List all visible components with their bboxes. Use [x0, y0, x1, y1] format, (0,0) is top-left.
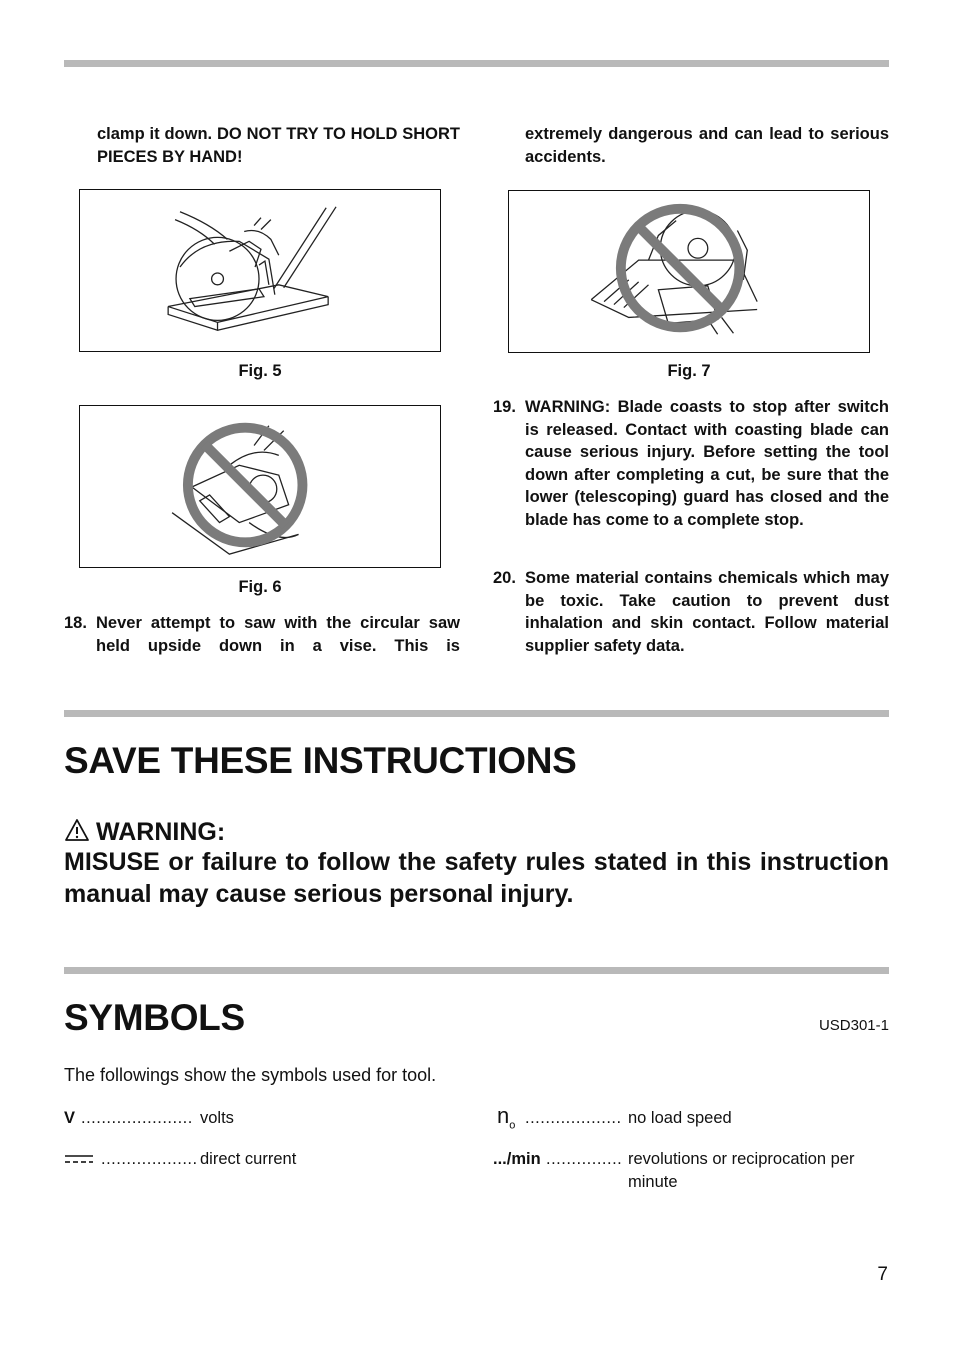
symbol-label: $n_o$: [497, 1103, 516, 1132]
leader-dots: ...................: [101, 1150, 198, 1168]
direct-current-icon: [64, 1148, 94, 1173]
symbol-row-direct-current: [64, 1148, 464, 1172]
page-number: 7: [877, 1264, 888, 1285]
symbol-label: .../min: [493, 1150, 541, 1168]
symbol-row-volts: [64, 1107, 464, 1131]
top-rule: [64, 60, 889, 67]
leader-dots: ...............: [546, 1150, 623, 1168]
figure-5-illustration: [79, 189, 441, 352]
top-right-paragraph: extremely dangerous and can lead to serious accidents.: [525, 125, 889, 166]
saw-upside-down-in-vise-prohibited-drawing: [509, 191, 869, 352]
warning-text: MISUSE or failure to follow the safety rules stated in this instruction manual may cause serious personal injury.: [64, 848, 889, 908]
symbol-description: no load speed: [628, 1109, 732, 1127]
figure-7-caption: Fig. 7: [667, 362, 711, 380]
figure-5-caption: Fig. 5: [238, 362, 282, 380]
figure-6-illustration: [79, 405, 441, 568]
symbol-row-per-minute: [493, 1148, 889, 1196]
list-item-18: [64, 612, 460, 660]
leader-dots: ...................: [525, 1109, 622, 1127]
section-rule-symbols: [64, 967, 889, 974]
document-code: USD301-1: [818, 1017, 889, 1034]
warning-triangle-icon: [64, 818, 90, 842]
warning-label: WARNING:: [96, 818, 226, 846]
figure-7-illustration: [508, 190, 870, 353]
warning-heading: [64, 818, 225, 847]
list-item-number: 19.: [493, 398, 516, 416]
list-item-number: 20.: [493, 569, 516, 587]
list-item-text: Some material contains chemicals which may be toxic. Take caution to prevent dust inhalation and skin contact. Follow material supplier safety data.: [525, 569, 889, 655]
list-item-text: WARNING: Blade coasts to stop after switch is released. Contact with coasting blade can cause serious injury. Before setting the tool down after completing a cut, be sure that the lower (telescoping) guard has closed and the blade has come to a complete stop.: [525, 398, 889, 529]
list-item-20: [493, 567, 889, 659]
symbol-description: revolutions or reciprocation per minute: [628, 1150, 855, 1191]
symbol-description: volts: [200, 1109, 234, 1127]
circular-saw-in-hand-prohibited-drawing: [80, 406, 440, 567]
symbols-intro: The followings show the symbols used for tool.: [64, 1065, 437, 1085]
symbol-label: V: [64, 1109, 76, 1127]
list-item-19: [493, 396, 889, 556]
save-instructions-heading: SAVE THESE INSTRUCTIONS: [64, 740, 577, 781]
top-left-paragraph: clamp it down. DO NOT TRY TO HOLD SHORT PIECES BY HAND!: [97, 125, 460, 166]
list-item-text: Never attempt to saw with the circular saw held upside down in a vise. This is: [96, 614, 460, 655]
symbols-heading: SYMBOLS: [64, 997, 245, 1038]
leader-dots: ......................: [81, 1109, 193, 1127]
symbol-row-no-load-speed: [497, 1103, 889, 1132]
symbol-description: direct current: [200, 1150, 297, 1168]
circular-saw-clamped-drawing: [80, 190, 440, 351]
figure-6-caption: Fig. 6: [238, 578, 282, 596]
section-rule-save: [64, 710, 889, 717]
list-item-number: 18.: [64, 614, 87, 632]
